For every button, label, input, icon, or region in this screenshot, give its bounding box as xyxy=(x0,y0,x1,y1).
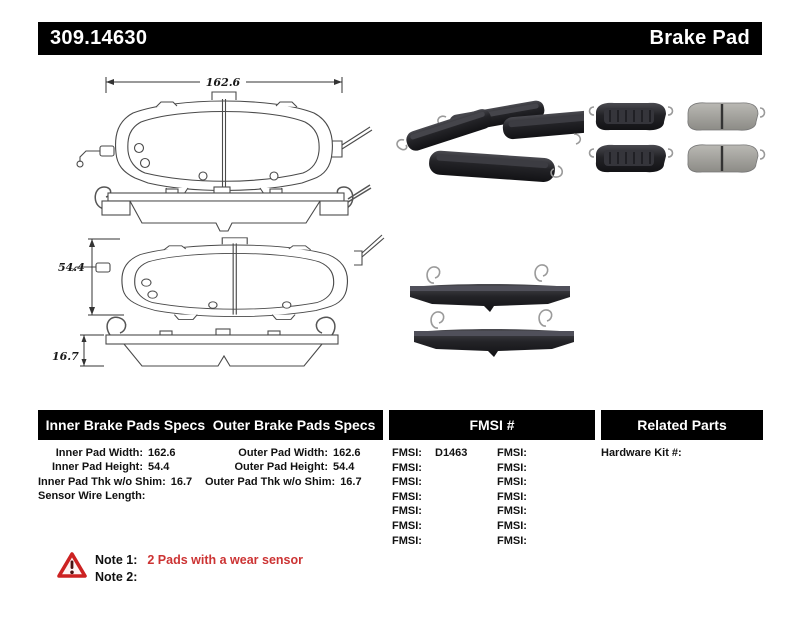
dimension-width-label: 162.6 xyxy=(205,76,241,89)
fmsi-label: FMSI: xyxy=(497,505,527,518)
fmsi-label: FMSI: xyxy=(497,461,527,474)
fmsi-title: FMSI # xyxy=(469,417,515,433)
drawing-view-edge-top xyxy=(95,185,371,231)
spec-label: Outer Pad Height: xyxy=(234,461,328,474)
fmsi-row xyxy=(392,475,492,490)
fmsi-value xyxy=(531,490,540,505)
fmsi-label: FMSI: xyxy=(497,534,527,547)
fmsi-row xyxy=(497,490,597,505)
fmsi-value xyxy=(426,519,435,534)
related-value xyxy=(682,446,691,460)
fmsi-value xyxy=(426,475,435,490)
spec-value: 54.4 xyxy=(333,461,355,474)
dimension-thickness xyxy=(52,335,104,366)
fmsi-value xyxy=(426,504,435,519)
fmsi-column-right xyxy=(497,446,597,548)
related-parts-title: Related Parts xyxy=(637,417,727,433)
outer-pad-height-row xyxy=(205,460,375,474)
note-1 xyxy=(95,553,303,567)
fmsi-label: FMSI: xyxy=(392,461,422,474)
dimension-thickness-label: 16.7 xyxy=(52,350,79,363)
fmsi-label: FMSI: xyxy=(497,490,527,503)
fmsi-value xyxy=(531,446,540,461)
fmsi-label: FMSI: xyxy=(497,447,527,459)
dimension-height xyxy=(58,239,124,315)
spec-label: Outer Pad Thk w/o Shim: xyxy=(205,475,336,488)
edge-pad-bottom xyxy=(414,310,574,357)
part-number: 309.14630 xyxy=(50,27,148,49)
spec-label: Outer Pad Width: xyxy=(238,447,328,459)
spec-value: 16.7 xyxy=(170,475,193,488)
fmsi-row xyxy=(392,519,492,534)
pad-back-top xyxy=(590,103,673,130)
inner-pad-height-row xyxy=(38,460,190,474)
fmsi-label: FMSI: xyxy=(497,476,527,489)
note-2-label: Note 2: xyxy=(95,570,138,584)
fmsi-header-bar xyxy=(389,410,595,440)
fmsi-row xyxy=(497,534,597,549)
spec-label: Inner Pad Height: xyxy=(51,461,143,474)
fmsi-row xyxy=(392,534,492,549)
fmsi-row xyxy=(392,446,492,461)
product-photo-pad-grid xyxy=(582,96,768,184)
pads-specs-header-bar xyxy=(38,410,383,440)
note-1-text: 2 Pads with a wear sensor xyxy=(147,553,303,567)
dimension-width xyxy=(106,76,342,93)
spec-value: 162.6 xyxy=(148,447,176,459)
sensor-wire-length-row xyxy=(38,489,190,503)
outer-pad-width-row xyxy=(205,446,375,460)
spec-value: 162.6 xyxy=(333,447,361,459)
spec-value: 16.7 xyxy=(340,475,362,488)
outer-pad-specs xyxy=(205,446,375,489)
fmsi-value xyxy=(531,461,540,476)
fmsi-row xyxy=(392,504,492,519)
edge-pad-top xyxy=(410,265,570,312)
spec-label: Sensor Wire Length: xyxy=(38,490,146,503)
spec-label: Inner Pad Width: xyxy=(55,447,143,459)
fmsi-label: FMSI: xyxy=(392,447,422,459)
related-parts-header-bar xyxy=(601,410,763,440)
fmsi-value xyxy=(531,504,540,519)
fmsi-label: FMSI: xyxy=(392,534,422,547)
related-label: Hardware Kit #: xyxy=(601,447,682,459)
product-photo-edge-pair xyxy=(398,256,588,364)
header-bar xyxy=(38,22,762,55)
fmsi-row xyxy=(497,475,597,490)
inner-pad-thickness-row xyxy=(38,475,193,489)
product-type-title: Brake Pad xyxy=(649,27,750,49)
spec-label: Inner Pad Thk w/o Shim: xyxy=(38,475,166,488)
fmsi-column-left xyxy=(392,446,492,548)
fmsi-value xyxy=(531,519,540,534)
fmsi-label: FMSI: xyxy=(392,490,422,503)
fmsi-row xyxy=(497,519,597,534)
pad-back-bottom xyxy=(590,145,673,172)
pad-face-bottom xyxy=(688,145,765,172)
related-parts-specs xyxy=(601,446,761,460)
inner-pad-width-row xyxy=(38,446,190,460)
fmsi-label: FMSI: xyxy=(392,505,422,518)
dimension-height-label: 54.4 xyxy=(58,261,85,274)
fmsi-label: FMSI: xyxy=(497,519,527,532)
drawing-view-front-2 xyxy=(72,235,384,319)
spec-value: 54.4 xyxy=(148,461,170,474)
fmsi-row xyxy=(497,461,597,476)
warning-icon xyxy=(57,551,87,579)
fmsi-value xyxy=(426,490,435,505)
fmsi-row xyxy=(497,446,597,461)
technical-drawing xyxy=(40,63,390,381)
fmsi-row xyxy=(392,490,492,505)
pad-face-top xyxy=(688,103,765,130)
fmsi-label: FMSI: xyxy=(392,519,422,532)
outer-pad-thickness-row xyxy=(205,475,375,489)
fmsi-value xyxy=(426,534,435,549)
pad-photo-4 xyxy=(428,150,555,183)
fmsi-value xyxy=(531,534,540,549)
product-photo-angled-pads xyxy=(396,90,584,188)
outer-specs-title: Outer Brake Pads Specs xyxy=(212,417,376,433)
fmsi-value xyxy=(426,461,435,476)
fmsi-row xyxy=(392,461,492,476)
inner-pad-specs xyxy=(38,446,193,504)
pad-photo-1 xyxy=(404,107,494,153)
inner-specs-title: Inner Brake Pads Specs xyxy=(45,417,206,433)
fmsi-row xyxy=(497,504,597,519)
spec-value xyxy=(145,489,190,503)
hardware-kit-row xyxy=(601,446,761,460)
fmsi-value xyxy=(531,475,540,490)
drawing-view-front xyxy=(77,92,372,194)
drawing-view-edge-bottom xyxy=(106,317,338,366)
note-1-label: Note 1: xyxy=(95,553,138,567)
fmsi-label: FMSI: xyxy=(392,476,422,489)
note-2 xyxy=(95,570,147,584)
fmsi-value: D1463 xyxy=(435,447,468,459)
